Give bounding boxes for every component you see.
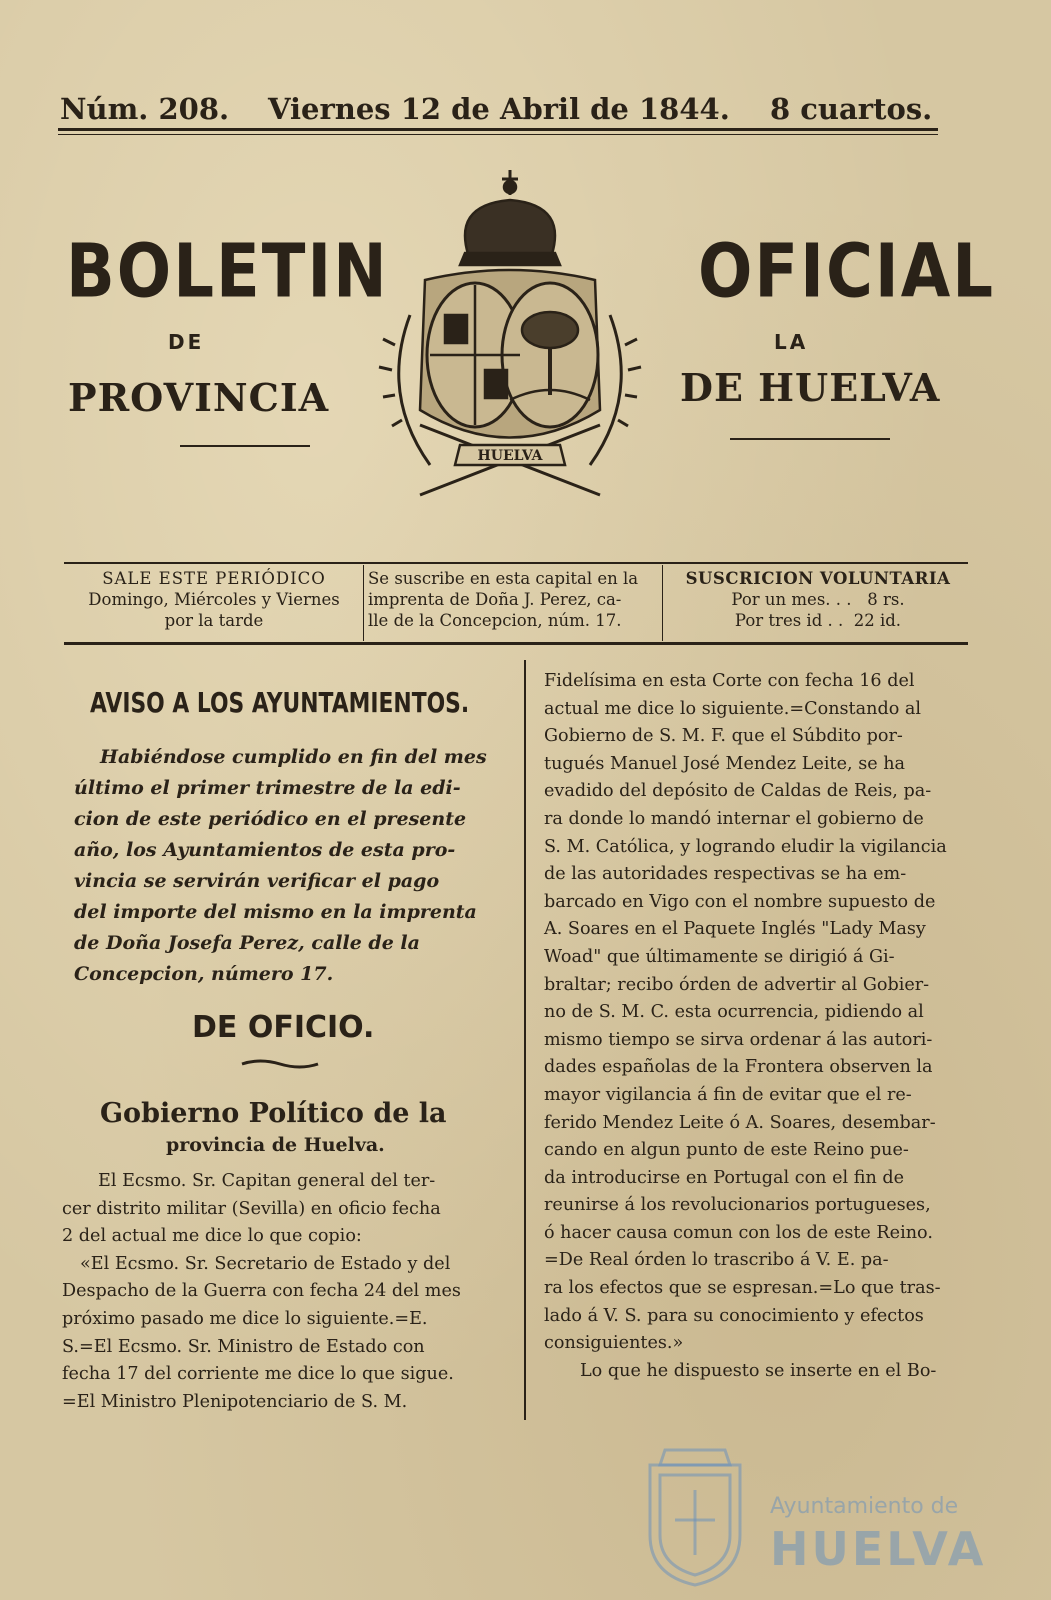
info-subscription-place: Se suscribe en esta capital en la imprenta de Doña J. Perez, ca- lle de la Concepcion, núm. 17. — [368, 569, 639, 630]
masthead-de-huelva: DE HUELVA — [680, 365, 941, 410]
masthead-oficial: OFICIAL — [698, 230, 996, 316]
info-subscription-prices: SUSCRICION VOLUNTARIA Por un mes. . . 8 rs. Por tres id . . 22 id. — [685, 569, 951, 630]
de-oficio-heading: DE OFICIO. — [192, 1010, 375, 1045]
masthead-ornament-rule-left — [180, 445, 310, 447]
coat-of-arms-icon — [350, 165, 670, 525]
header-rule-thin — [58, 134, 938, 135]
info-bar-divider — [662, 565, 663, 641]
masthead-boletin: BOLETIN — [66, 230, 389, 316]
gobierno-heading: Gobierno Político de la — [100, 1098, 447, 1129]
aviso-notice: Habiéndose cumplido en fin del mes último el primer trimestre de la edi- cion de este periódico en el presente año, los Ayuntamientos de esta pro- vincia se servirán verificar el pago del importe del mismo en la imprenta de Doña Josefa Perez, calle de la Concepcion, número 17. — [74, 746, 487, 985]
header-rule — [58, 128, 938, 131]
masthead-provincia: PROVINCIA — [68, 375, 330, 420]
issue-date: Viernes 12 de Abril de 1844. — [268, 92, 730, 126]
issue-price: 8 cuartos. — [770, 92, 933, 126]
info-bar-top-rule — [64, 562, 968, 564]
masthead-la: LA — [774, 330, 809, 354]
watermark-line2: HUELVA — [770, 1522, 987, 1576]
right-body-text: Fidelísima en esta Corte con fecha 16 del actual me dice lo siguiente.=Constando al Gobierno de S. M. F. que el Súbdito por- tugués Manuel José Mendez Leite, se ha evadido del depósito de Caldas de Reis, pa- ra donde lo mandó internar el gobierno de S. M. Católica, y logrando eludir la vigilancia de las autoridades respectivas se ha em- barcado en Vigo con el nombre supuesto de A. Soares en el Paquete Inglés "Lady Masy Woad" que últimamente se dirigió á Gi- braltar; recibo órden de advertir al Gobier- no de S. M. C. esta ocurrencia, pidiendo al mismo tiempo se sirva ordenar á las autori- dades españolas de la Frontera observen la mayor vigilancia á fin de evitar que el re- ferido Mendez Leite ó A. Soares, desembar- cando en algun punto de este Reino pue- da introducirse en Portugal con el fin de reunirse á los revolucionarios portugueses, ó hacer causa comun con los de este Reino. =De Real órden lo trascribo á V. E. pa- ra los efectos que se espresan.=Lo que tras- lado á V. S. para su conocimiento y efectos consiguientes.» Lo que he dispuesto se inserte en el Bo- — [544, 671, 947, 1381]
aviso-heading: AVISO A LOS AYUNTAMIENTOS. — [90, 686, 470, 719]
left-body-text: El Ecsmo. Sr. Capitan general del ter- cer distrito militar (Sevilla) en oficio fecha 2 del actual me dice lo que copio: «El Ecsmo. Sr. Secretario de Estado y del Despacho de la Guerra con fecha 24 del mes próximo pasado me dice lo siguiente.=E. S.=El Ecsmo. Sr. Ministro de Estado con fecha 17 del corriente me dice lo que sigue. =El Ministro Plenipotenciario de S. M. — [62, 1171, 461, 1412]
gobierno-subheading: provincia de Huelva. — [166, 1134, 385, 1156]
seal-ribbon-text: HUELVA — [477, 448, 543, 464]
info-bar-bottom-rule — [64, 642, 968, 645]
issue-number: Núm. 208. — [60, 92, 230, 126]
masthead-de: DE — [168, 330, 205, 354]
info-bar-divider — [363, 565, 364, 641]
masthead-ornament-rule — [730, 438, 890, 440]
column-divider — [524, 660, 526, 1420]
info-publication-days: SALE ESTE PERIÓDICO Domingo, Miércoles y Viernes por la tarde — [88, 569, 340, 630]
ayuntamiento-shield-icon — [640, 1440, 750, 1590]
watermark-line1: Ayuntamiento de — [770, 1494, 959, 1519]
ornament-flourish-icon — [240, 1058, 320, 1070]
